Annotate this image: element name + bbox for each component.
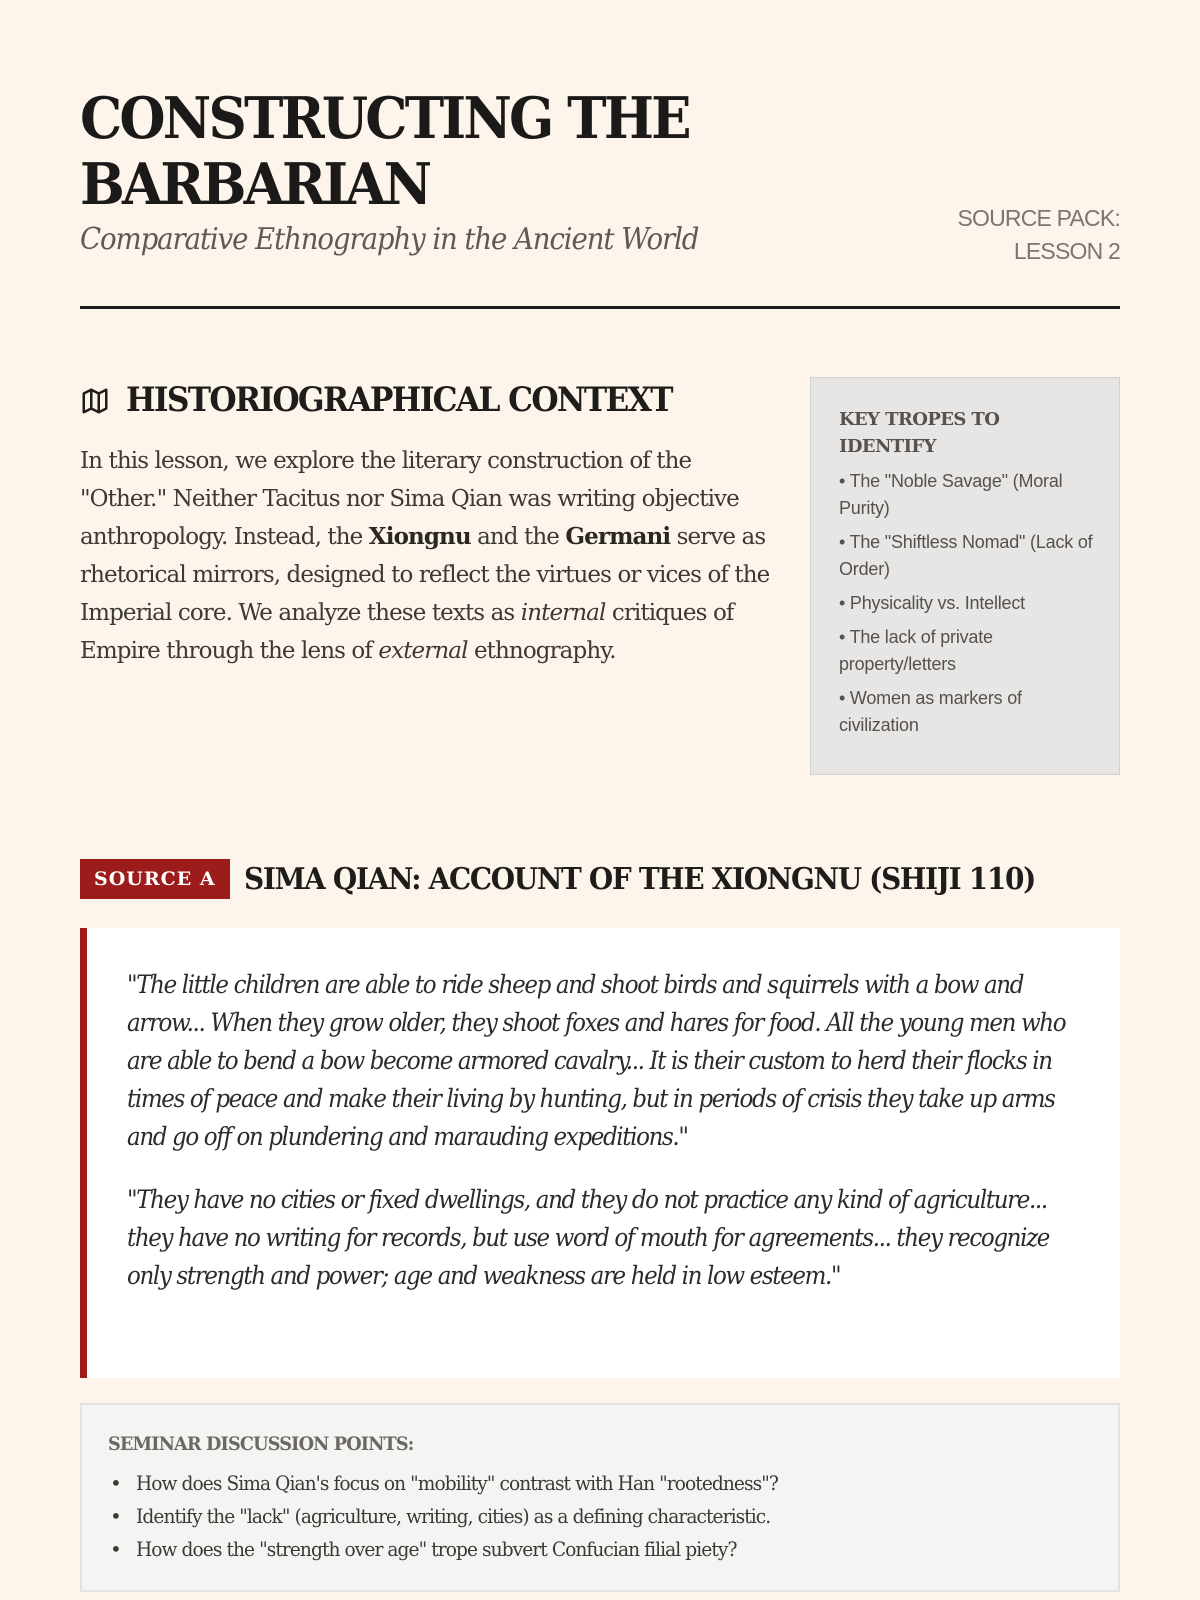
key-tropes-title: KEY TROPES TO IDENTIFY bbox=[839, 409, 1000, 457]
context-paragraph bbox=[80, 442, 770, 670]
discussion-item bbox=[108, 1500, 1092, 1533]
discussion-text: Identify the "lack" (agriculture, writing, cities) as a defining characteristic. bbox=[136, 1504, 771, 1528]
source-badge: SOURCE A bbox=[80, 859, 230, 899]
source-a-heading bbox=[80, 859, 1094, 899]
page-subtitle: Comparative Ethnography in the Ancient World bbox=[80, 222, 699, 257]
source-quote-box bbox=[80, 928, 1120, 1378]
quote-paragraph: "The little children are able to ride sheep and shoot birds and squirrels with a bow and arrow... When they grow older, they shoot foxes and hares for food. All the young men who are able to bend a bow become armored cavalry... It is their custom to herd their flocks in times of peace and make their living by hunting, but in periods of crisis they take up arms and go off on plundering and marauding expeditions." bbox=[127, 970, 1066, 1151]
term-internal: internal bbox=[520, 600, 606, 626]
trope-item: • Women as markers of civilization bbox=[839, 688, 1022, 735]
bullet-icon: • bbox=[110, 1537, 121, 1561]
trope-item: • Physicality vs. Intellect bbox=[839, 593, 1025, 613]
quote-paragraph: "They have no cities or fixed dwellings, and they do not practice any kind of agriculture... they have no writing for records, but use word of mouth for agreements... they recognize only strength and power; age and weakness are held in low esteem." bbox=[127, 1185, 1050, 1290]
page-title bbox=[80, 86, 787, 218]
bullet-icon: • bbox=[110, 1504, 121, 1528]
discussion-text: How does Sima Qian's focus on "mobility" contrast with Han "rootedness"? bbox=[136, 1471, 778, 1495]
title-line-1: CONSTRUCTING THE bbox=[80, 85, 689, 152]
context-heading: HISTORIOGRAPHICAL CONTEXT bbox=[126, 380, 672, 420]
context-text: In this lesson, we explore the literary construction of the "Other." Neither Tacitus nor Sima Qian was writing objective anthropology. Instead, the bbox=[80, 448, 739, 550]
historiographical-context-section bbox=[80, 378, 770, 670]
discussion-item bbox=[108, 1533, 1092, 1566]
trope-item: • The "Shiftless Nomad" (Lack of Order) bbox=[839, 532, 1093, 579]
context-text: ethnography. bbox=[467, 638, 616, 664]
discussion-item bbox=[108, 1467, 1092, 1500]
bullet-icon: • bbox=[110, 1471, 121, 1495]
trope-item: • The lack of private property/letters bbox=[839, 627, 993, 674]
header-divider bbox=[80, 306, 1120, 309]
map-icon bbox=[80, 386, 110, 416]
source-pack-label bbox=[957, 202, 1120, 268]
key-tropes-box bbox=[810, 377, 1120, 775]
discussion-list bbox=[108, 1467, 1092, 1566]
pack-label-line-1: SOURCE PACK: bbox=[957, 205, 1120, 231]
term-external: external bbox=[378, 638, 468, 664]
discussion-title: SEMINAR DISCUSSION POINTS: bbox=[108, 1433, 414, 1455]
trope-item: • The "Noble Savage" (Moral Purity) bbox=[839, 471, 1063, 518]
page-header bbox=[80, 86, 1120, 308]
context-text: serve as rhetorical mirrors, designed to reflect the virtues or vices of the Imperial core. We analyze these texts as bbox=[80, 524, 770, 626]
section-heading bbox=[80, 378, 760, 422]
term-germani: Germani bbox=[565, 523, 671, 550]
pack-label-line-2: LESSON 2 bbox=[1013, 238, 1120, 264]
source-title: SIMA QIAN: ACCOUNT OF THE XIONGNU (SHIJI 110) bbox=[243, 861, 1035, 897]
context-text: critiques of Empire through the lens of bbox=[80, 600, 734, 664]
title-line-2: BARBARIAN bbox=[80, 151, 430, 218]
term-xiongnu: Xiongnu bbox=[368, 523, 471, 550]
discussion-text: How does the "strength over age" trope subvert Confucian filial piety? bbox=[136, 1537, 737, 1561]
discussion-points-box bbox=[80, 1403, 1120, 1592]
context-text: and the bbox=[470, 524, 566, 550]
